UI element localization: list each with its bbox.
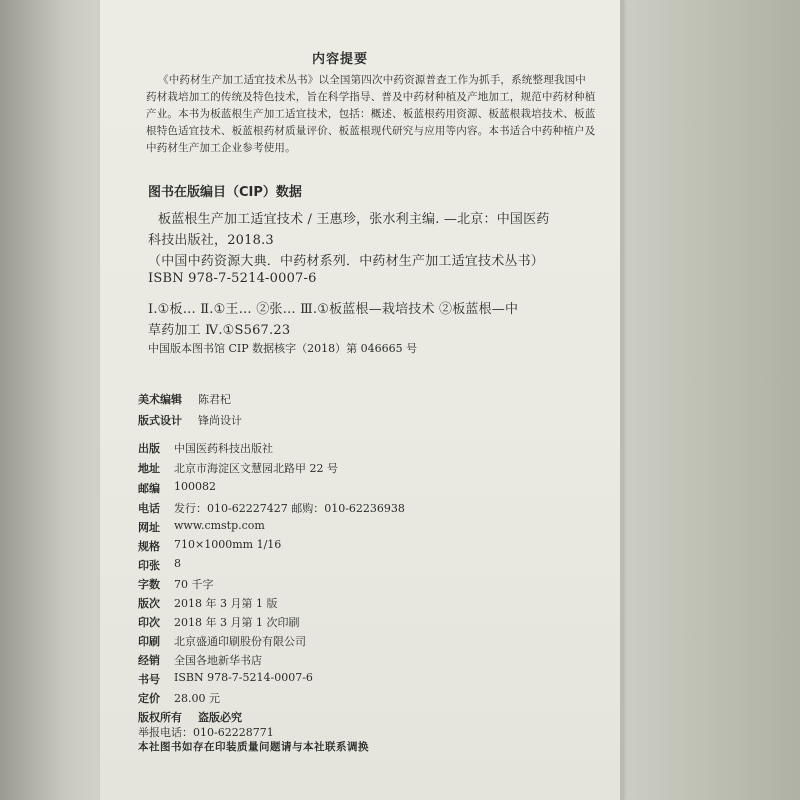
colophon-label: 书号: [138, 673, 160, 686]
colophon-label: 定价: [138, 692, 160, 705]
intro-line: 《中药材生产加工适宜技术丛书》以全国第四次中药资源普查工作为抓手，系统整理我国中: [158, 74, 586, 86]
background-left: [0, 0, 110, 800]
cip-line: 板蓝根生产加工适宜技术 / 王惠珍，张水利主编. —北京：中国医药: [158, 212, 550, 227]
art-editor: 陈君杞: [198, 393, 231, 406]
intro-line: 中药材生产加工企业参考使用。: [146, 142, 296, 154]
colophon-value: 2018 年 3 月第 1 次印刷: [174, 616, 300, 629]
colophon-value: www.cmstp.com: [174, 519, 265, 532]
cip-line: ISBN 978-7-5214-0007-6: [148, 271, 317, 286]
intro-line: 产业。本书为板蓝根生产加工适宜技术，包括：概述、板蓝根药用资源、板蓝根栽培技术、板蓝: [146, 108, 596, 120]
layout-design-label: 版式设计: [138, 414, 182, 427]
cip-line: （中国中药资源大典．中药材系列．中药材生产加工适宜技术丛书）: [148, 254, 545, 269]
colophon-value: 中国医药科技出版社: [174, 442, 273, 455]
colophon-label: 经销: [138, 654, 160, 667]
colophon-label: 字数: [138, 578, 160, 591]
colophon-label: 规格: [138, 540, 160, 553]
background-right: [610, 0, 800, 800]
colophon-label: 网址: [138, 521, 160, 534]
colophon-label: 印张: [138, 559, 160, 572]
copyright-label: 版权所有: [138, 711, 182, 724]
colophon-value: 2018 年 3 月第 1 版: [174, 597, 278, 610]
colophon-label: 版次: [138, 597, 160, 610]
art-editor-label: 美术编辑: [138, 393, 182, 406]
colophon-value: 710×1000mm 1/16: [174, 538, 282, 551]
layout-design: 锋尚设计: [198, 414, 242, 427]
colophon-label: 邮编: [138, 482, 160, 495]
colophon-value: 8: [174, 557, 181, 570]
cip-record-number: 中国版本图书馆 CIP 数据核字（2018）第 046665 号: [148, 342, 418, 355]
page-edge: [620, 0, 624, 800]
quality-notice: 本社图书如存在印装质量问题请与本社联系调换: [138, 741, 369, 753]
intro-line: 药材栽培加工的传统及特色技术，旨在科学指导、普及中药材种植及产地加工，规范中药材种植: [146, 91, 596, 103]
report-hotline: 举报电话：010-62228771: [138, 726, 274, 739]
colophon-label: 印次: [138, 616, 160, 629]
colophon-label: 出版: [138, 442, 160, 455]
colophon-label: 地址: [138, 462, 160, 475]
colophon-value: 70 千字: [174, 578, 214, 591]
colophon-value: 100082: [174, 480, 216, 493]
cip-line: 草药加工 Ⅳ.①S567.23: [148, 323, 291, 338]
colophon-value: 北京盛通印刷股份有限公司: [174, 635, 306, 648]
cip-line: Ⅰ.①板… Ⅱ.①王… ②张… Ⅲ.①板蓝根—栽培技术 ②板蓝根—中: [148, 302, 519, 317]
colophon-value: 28.00 元: [174, 692, 220, 705]
colophon-value: 发行：010-62227427 邮购：010-62236938: [174, 502, 405, 515]
intro-title: 内容提要: [312, 52, 369, 67]
colophon-label: 电话: [138, 502, 160, 515]
piracy-label: 盗版必究: [198, 711, 242, 724]
intro-line: 根特色适宜技术、板蓝根药材质量评价、板蓝根现代研究与应用等内容。本书适合中药种植户及: [146, 125, 596, 137]
cip-line: 科技出版社，2018.3: [148, 233, 274, 248]
colophon-label: 印刷: [138, 635, 160, 648]
cip-title: 图书在版编目（CIP）数据: [148, 185, 302, 200]
colophon-value: 北京市海淀区文慧园北路甲 22 号: [174, 462, 338, 475]
colophon-value: 全国各地新华书店: [174, 654, 262, 667]
colophon-value: ISBN 978-7-5214-0007-6: [174, 671, 313, 684]
